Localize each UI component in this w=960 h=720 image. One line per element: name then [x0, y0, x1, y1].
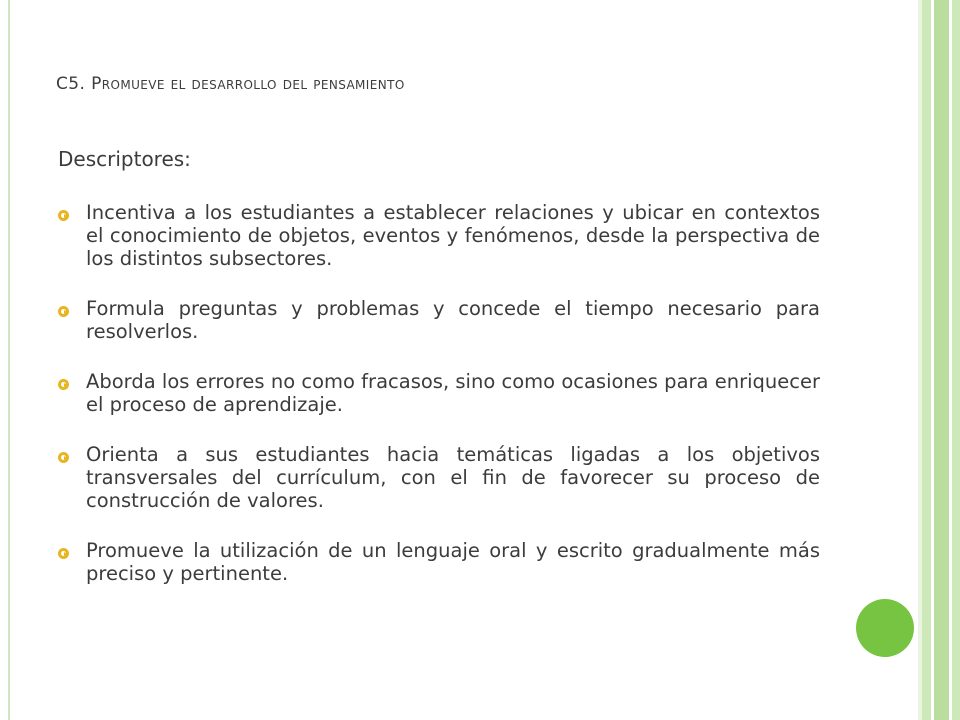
- green-circle-decoration: [856, 599, 914, 657]
- descriptor-list: [58, 201, 820, 612]
- list-item: [58, 297, 820, 343]
- slide-subtitle: Descriptores:: [58, 147, 191, 171]
- bullet-text: Orienta a sus estudiantes hacia temáticas ligadas a los objetivos transversales del currículum, con el fin de favorecer su proceso de construcción de valores.: [86, 443, 820, 512]
- list-item: [58, 443, 820, 512]
- circle-arrow-icon: [58, 306, 69, 317]
- bullet-text: Promueve la utilización de un lenguaje oral y escrito gradualmente más preciso y pertinente.: [86, 539, 820, 585]
- bullet-text: Formula preguntas y problemas y concede el tiempo necesario para resolverlos.: [86, 297, 820, 343]
- left-frame-stripe: [8, 0, 10, 720]
- slide-title: C5. Promueve el desarrollo del pensamiento: [56, 74, 405, 94]
- list-item: [58, 539, 820, 585]
- circle-arrow-icon: [58, 210, 69, 221]
- right-frame-stripes: [918, 0, 960, 720]
- bullet-text: Aborda los errores no como fracasos, sino como ocasiones para enriquecer el proceso de aprendizaje.: [86, 370, 820, 416]
- circle-arrow-icon: [58, 452, 69, 463]
- bullet-text: Incentiva a los estudiantes a establecer relaciones y ubicar en contextos el conocimiento de objetos, eventos y fenómenos, desde la perspectiva de los distintos subsectores.: [86, 201, 820, 270]
- list-item: [58, 201, 820, 270]
- circle-arrow-icon: [58, 379, 69, 390]
- circle-arrow-icon: [58, 548, 69, 559]
- list-item: [58, 370, 820, 416]
